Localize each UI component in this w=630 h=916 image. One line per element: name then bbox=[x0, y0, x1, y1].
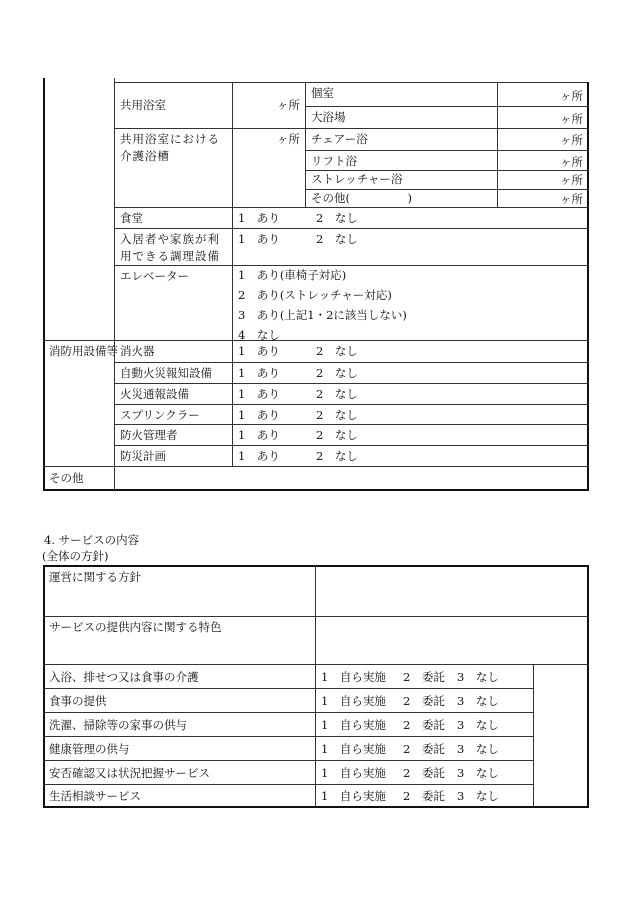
chair-bath-count[interactable]: ヶ所 bbox=[497, 128, 589, 151]
option-yes[interactable]: 1 あり bbox=[238, 428, 280, 442]
option-none[interactable]: 3 なし bbox=[457, 670, 499, 684]
option-self[interactable]: 1 自ら実施 bbox=[321, 718, 386, 732]
shared-bath-label: 共用浴室 bbox=[114, 82, 233, 129]
service-row-label: 健康管理の供与 bbox=[43, 736, 316, 761]
option-no[interactable]: 2 なし bbox=[316, 344, 358, 358]
elevator-options[interactable] bbox=[232, 265, 589, 341]
service-row-options[interactable] bbox=[315, 736, 534, 761]
elevator-label: エレベーター bbox=[114, 265, 233, 341]
other-field[interactable] bbox=[114, 466, 589, 490]
option-outsource[interactable]: 2 委託 bbox=[403, 670, 445, 684]
service-row-label: 入浴、排せつ又は食事の介護 bbox=[43, 664, 316, 689]
option-no[interactable]: 2 なし bbox=[316, 366, 358, 380]
lift-bath-count[interactable]: ヶ所 bbox=[497, 150, 589, 171]
continued-group-cell bbox=[43, 78, 115, 341]
option-none[interactable]: 3 なし bbox=[457, 718, 499, 732]
option-no[interactable]: 2 なし bbox=[316, 387, 358, 401]
option-none[interactable]: 3 なし bbox=[457, 694, 499, 708]
option-yes[interactable]: 1 あり bbox=[238, 387, 280, 401]
service-row-options[interactable] bbox=[315, 712, 534, 737]
option-yes[interactable]: 1 あり bbox=[238, 408, 280, 422]
dining-options[interactable] bbox=[232, 207, 589, 229]
option-outsource[interactable]: 2 委託 bbox=[403, 694, 445, 708]
option-yes[interactable]: 1 あり bbox=[238, 232, 280, 246]
dining-label: 食堂 bbox=[114, 207, 233, 229]
table-right-border bbox=[587, 82, 589, 491]
fire-row-options[interactable] bbox=[232, 362, 589, 384]
fire-group-label: 消防用設備等 bbox=[43, 340, 115, 467]
lift-bath-label: リフト浴 bbox=[305, 150, 498, 171]
option-other[interactable]: 3 あり(上記1・2に該当しない) bbox=[238, 308, 407, 322]
option-self[interactable]: 1 自ら実施 bbox=[321, 789, 386, 803]
policy-label: 運営に関する方針 bbox=[43, 566, 316, 617]
option-outsource[interactable]: 2 委託 bbox=[403, 789, 445, 803]
option-outsource[interactable]: 2 委託 bbox=[403, 742, 445, 756]
service-row-options[interactable] bbox=[315, 760, 534, 785]
other-bath-count[interactable]: ヶ所 bbox=[497, 189, 589, 208]
option-no[interactable]: 2 なし bbox=[316, 408, 358, 422]
option-no[interactable]: 2 なし bbox=[316, 232, 358, 246]
option-self[interactable]: 1 自ら実施 bbox=[321, 670, 386, 684]
fire-row-label: スプリンクラー bbox=[114, 404, 233, 425]
option-none[interactable]: 3 なし bbox=[457, 789, 499, 803]
kitchen-options[interactable] bbox=[232, 228, 589, 266]
fire-row-options[interactable] bbox=[232, 340, 589, 363]
option-outsource[interactable]: 2 委託 bbox=[403, 766, 445, 780]
fire-row-label: 自動火災報知設備 bbox=[114, 362, 233, 384]
chair-bath-label: チェアー浴 bbox=[305, 128, 498, 151]
option-wheelchair[interactable]: 1 あり(車椅子対応) bbox=[238, 268, 347, 282]
other-label: その他 bbox=[43, 466, 115, 490]
fire-row-options[interactable] bbox=[232, 383, 589, 405]
option-none[interactable]: 3 なし bbox=[457, 742, 499, 756]
feature-label: サービスの提供内容に関する特色 bbox=[43, 616, 316, 665]
service-row-options[interactable] bbox=[315, 664, 534, 689]
policy-field[interactable] bbox=[315, 566, 589, 617]
service-row-options[interactable] bbox=[315, 688, 534, 713]
section-subtitle: (全体の方針) bbox=[42, 549, 109, 563]
fire-row-options[interactable] bbox=[232, 404, 589, 425]
service-row-label: 安否確認又は状況把握サービス bbox=[43, 760, 316, 785]
option-no[interactable]: 2 なし bbox=[316, 211, 358, 225]
fire-row-options[interactable] bbox=[232, 424, 589, 446]
care-bath-count[interactable]: ヶ所 bbox=[232, 128, 306, 208]
option-self[interactable]: 1 自ら実施 bbox=[321, 742, 386, 756]
option-self[interactable]: 1 自ら実施 bbox=[321, 694, 386, 708]
large-bath-count[interactable]: ヶ所 bbox=[497, 106, 589, 129]
service-row-options[interactable] bbox=[315, 784, 534, 807]
feature-field[interactable] bbox=[315, 616, 589, 665]
table-bottom-border bbox=[43, 489, 589, 491]
fire-row-label: 火災通報設備 bbox=[114, 383, 233, 405]
option-yes[interactable]: 1 あり bbox=[238, 344, 280, 358]
option-yes[interactable]: 1 あり bbox=[238, 449, 280, 463]
care-bath-label: 共用浴室における介護浴槽 bbox=[114, 128, 233, 208]
option-stretcher[interactable]: 2 あり(ストレッチャー対応) bbox=[238, 288, 392, 302]
table-left-border bbox=[43, 78, 45, 491]
option-yes[interactable]: 1 あり bbox=[238, 211, 280, 225]
private-bath-label: 個室 bbox=[305, 82, 498, 107]
section-title: 4. サービスの内容 bbox=[44, 533, 140, 547]
large-bath-label: 大浴場 bbox=[305, 106, 498, 129]
shared-bath-count[interactable]: ヶ所 bbox=[232, 82, 306, 129]
fire-row-options[interactable] bbox=[232, 445, 589, 467]
option-no[interactable]: 2 なし bbox=[316, 428, 358, 442]
service-row-label: 洗濯、掃除等の家事の供与 bbox=[43, 712, 316, 737]
option-self[interactable]: 1 自ら実施 bbox=[321, 766, 386, 780]
option-no[interactable]: 2 なし bbox=[316, 449, 358, 463]
private-bath-count[interactable]: ヶ所 bbox=[497, 82, 589, 107]
other-bath-label: その他( ) bbox=[305, 189, 498, 208]
stretcher-bath-label: ストレッチャー浴 bbox=[305, 170, 498, 190]
fire-row-label: 消火器 bbox=[114, 340, 233, 363]
service-row-label: 生活相談サービス bbox=[43, 784, 316, 807]
option-none[interactable]: 3 なし bbox=[457, 766, 499, 780]
service-row-label: 食事の提供 bbox=[43, 688, 316, 713]
stretcher-bath-count[interactable]: ヶ所 bbox=[497, 170, 589, 190]
option-yes[interactable]: 1 あり bbox=[238, 366, 280, 380]
option-outsource[interactable]: 2 委託 bbox=[403, 718, 445, 732]
option-none[interactable]: 4 なし bbox=[238, 328, 280, 342]
fire-row-label: 防火管理者 bbox=[114, 424, 233, 446]
fire-row-label: 防災計画 bbox=[114, 445, 233, 467]
kitchen-label: 入居者や家族が利用できる調理設備 bbox=[114, 228, 233, 266]
